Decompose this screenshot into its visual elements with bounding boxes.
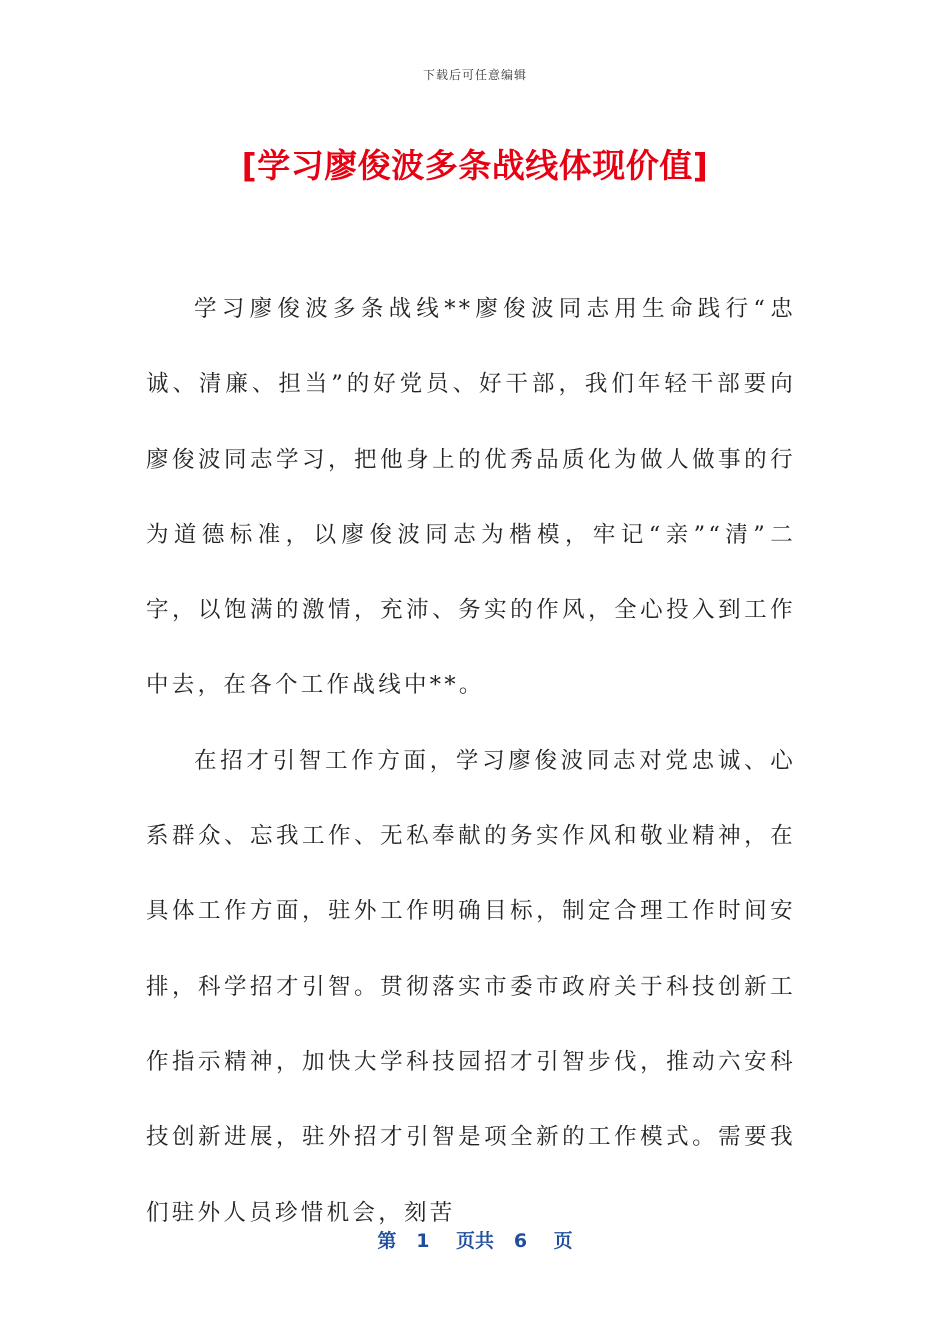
paragraph-1: 学习廖俊波多条战线**廖俊波同志用生命践行“忠诚、清廉、担当”的好党员、好干部，我们年轻干部要向廖俊波同志学习，把他身上的优秀品质化为做人做事的行为道德标准，以廖俊波同志为楷模，牢记“亲”“清”二字，以饱满的激情，充沛、务实的作风，全心投入到工作中去，在各个工作战线中**。 [146,296,796,699]
footer-total-pages: 6 [513,1230,528,1252]
footer-suffix: 页 [553,1230,573,1252]
footer-middle: 页共 [455,1230,494,1252]
document-body [146,272,796,1251]
document-title: [学习廖俊波多条战线体现价值] [241,146,709,185]
header-note: 下载后可任意编辑 [422,68,527,82]
paragraph-2: 在招才引智工作方面，学习廖俊波同志对党忠诚、心系群众、忘我工作、无私奉献的务实作风和敬业精神，在具体工作方面，驻外工作明确目标，制定合理工作时间安排，科学招才引智。贯彻落实市委市政府关于科技创新工作指示精神，加快大学科技园招才引智步伐，推动六安科技创新进展，驻外招才引智是项全新的工作模式。需要我们驻外人员珍惜机会，刻苦 [146,747,796,1226]
page-footer [0,1226,950,1253]
footer-prefix: 第 [377,1230,397,1252]
footer-current-page: 1 [416,1230,430,1252]
